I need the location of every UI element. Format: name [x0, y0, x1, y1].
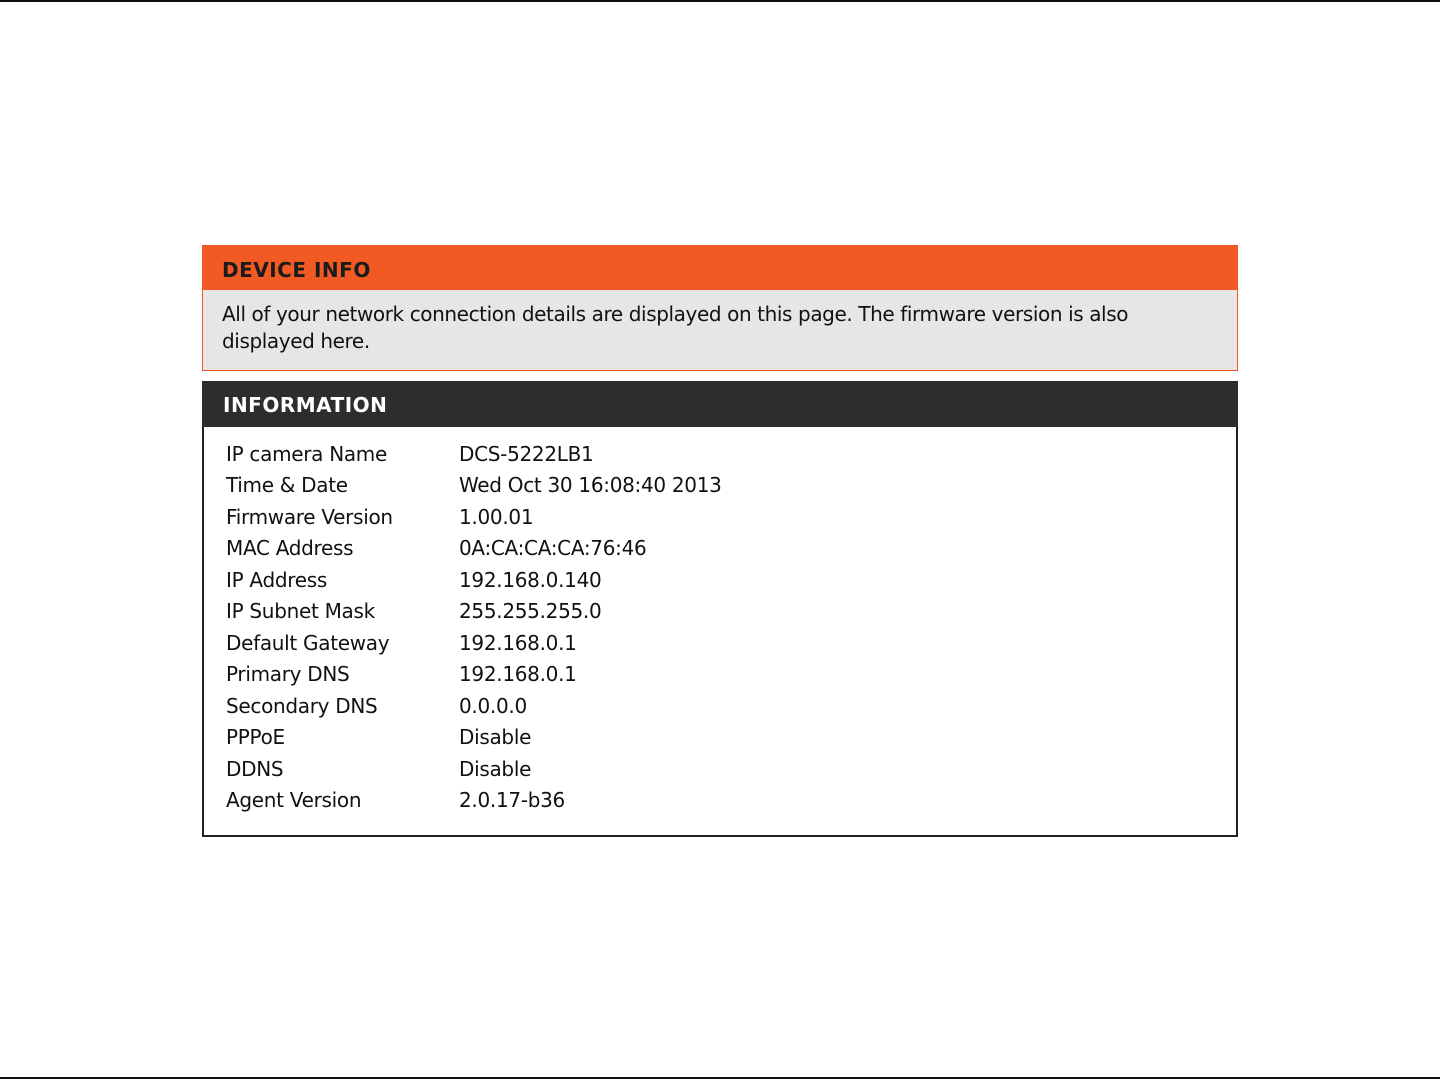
information-title: INFORMATION	[223, 393, 388, 417]
row-value: DCS-5222LB1	[459, 441, 594, 466]
row-label: Secondary DNS	[226, 693, 378, 718]
row-label: Firmware Version	[226, 504, 393, 529]
row-value: Disable	[459, 725, 532, 750]
table-row	[226, 690, 722, 722]
information-table	[226, 438, 722, 816]
table-row	[226, 659, 722, 691]
device-info-header	[203, 246, 1237, 290]
table-row	[226, 722, 722, 754]
device-info-panel	[202, 245, 1238, 371]
row-value: 0A:CA:CA:CA:76:46	[459, 536, 647, 561]
row-value: 255.255.255.0	[459, 599, 602, 624]
row-label: Agent Version	[226, 788, 362, 813]
top-divider	[0, 0, 1440, 2]
row-value: 192.168.0.1	[459, 662, 577, 687]
row-label: Primary DNS	[226, 662, 350, 687]
row-label: PPPoE	[226, 725, 285, 750]
row-label: MAC Address	[226, 536, 354, 561]
row-value: 0.0.0.0	[459, 693, 527, 718]
row-label: IP camera Name	[226, 441, 387, 466]
table-row	[226, 627, 722, 659]
row-value: Wed Oct 30 16:08:40 2013	[459, 473, 722, 498]
row-label: Time & Date	[226, 473, 348, 498]
table-row	[226, 753, 722, 785]
table-row	[226, 533, 722, 565]
row-value: 2.0.17-b36	[459, 788, 565, 813]
bottom-divider	[0, 1077, 1440, 1079]
row-value: 192.168.0.1	[459, 630, 577, 655]
row-value: 1.00.01	[459, 504, 534, 529]
row-label: Default Gateway	[226, 630, 390, 655]
table-row	[226, 438, 722, 470]
device-info-description: All of your network connection details are displayed on this page. The firmware version is also displayed here.	[222, 302, 1129, 353]
row-label: DDNS	[226, 756, 284, 781]
table-row	[226, 470, 722, 502]
table-row	[226, 564, 722, 596]
row-label: IP Address	[226, 567, 327, 592]
row-value: 192.168.0.140	[459, 567, 602, 592]
device-info-title: DEVICE INFO	[222, 257, 371, 282]
information-header	[202, 381, 1238, 427]
row-value: Disable	[459, 756, 532, 781]
table-row	[226, 785, 722, 817]
row-label: IP Subnet Mask	[226, 599, 375, 624]
information-panel	[202, 381, 1238, 837]
table-row	[226, 501, 722, 533]
table-row	[226, 596, 722, 628]
